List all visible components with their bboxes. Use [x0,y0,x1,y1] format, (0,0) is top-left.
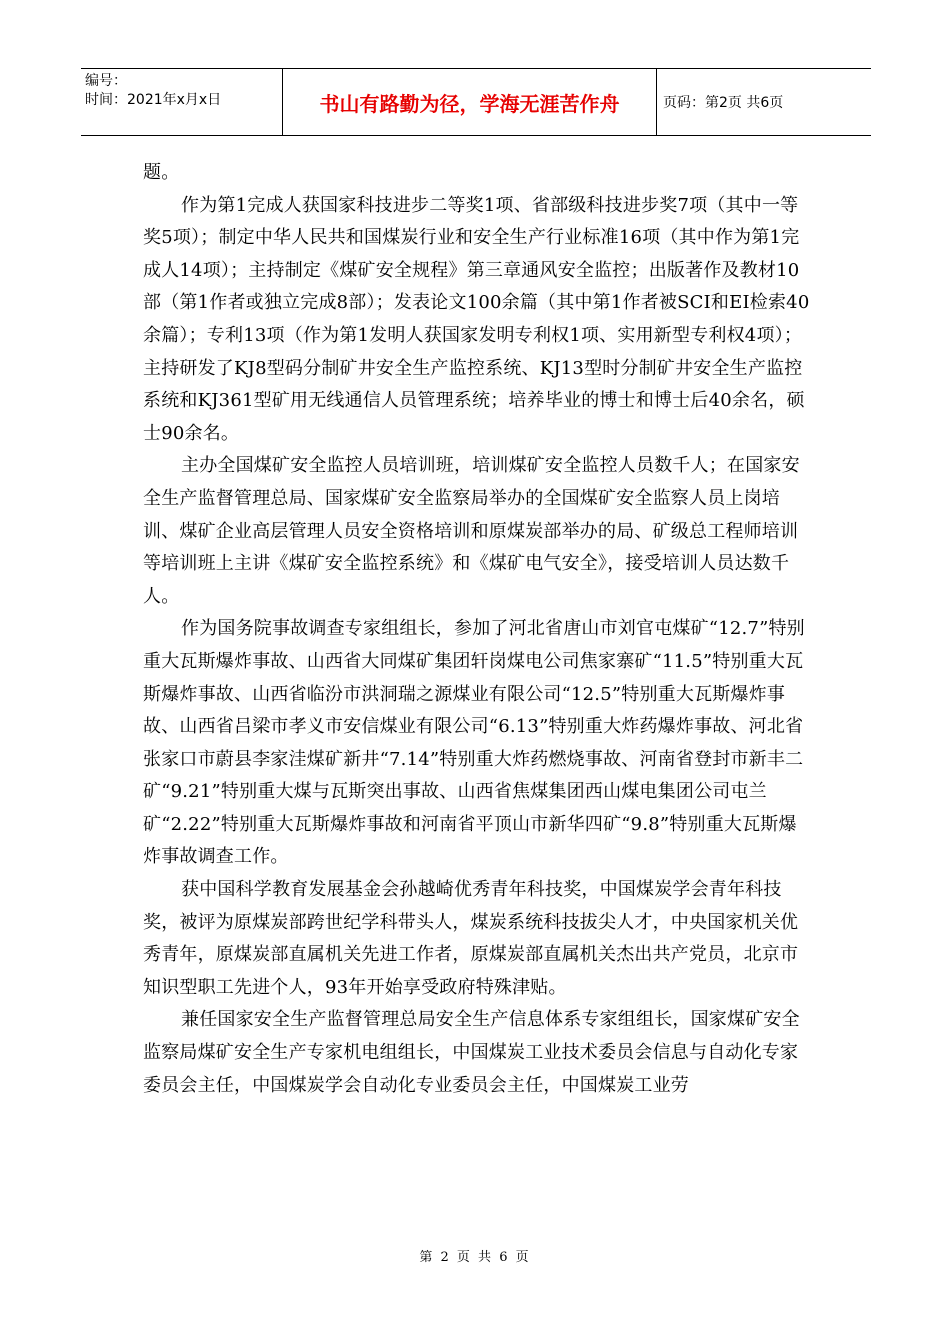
document-time-label: 时间：2021年x月x日 [85,92,222,108]
paragraph-training: 主办全国煤矿安全监控人员培训班，培训煤矿安全监控人员数千人；在国家安全生产监督管理总局、国家煤矿安全监察局举办的全国煤矿安全监察人员上岗培训、煤矿企业高层管理人员安全资格培训和原煤炭部举办的局、矿级总工程师培训等培训班上主讲《煤矿安全监控系统》和《煤矿电气安全》，接受培训人员达数千人。 [143,455,800,607]
paragraph-accident-investigation: 作为国务院事故调查专家组组长，参加了河北省唐山市刘官屯煤矿“12.7”特别重大瓦斯爆炸事故、山西省大同煤矿集团轩岗煤电公司焦家寨矿“11.5”特别重大瓦斯爆炸事故、山西省临汾市洪洞瑞之源煤业有限公司“12.5”特别重大瓦斯爆炸事故、山西省吕梁市孝义市安信煤业有限公司“6.13”特别重大炸药爆炸事故、河北省张家口市蔚县李家洼煤矿新井“7.14”特别重大炸药燃烧事故、河南省登封市新丰二矿“9.21”特别重大煤与瓦斯突出事故、山西省焦煤集团西山煤电集团公司屯兰矿“2.22”特别重大瓦斯爆炸事故和河南省平顶山市新华四矿“9.8”特别重大瓦斯爆炸事故调查工作。 [143,618,805,868]
paragraph-awards: 获中国科学教育发展基金会孙越崎优秀青年科技奖，中国煤炭学会青年科技奖，被评为原煤炭部跨世纪学科带头人，煤炭系统科技拔尖人才，中央国家机关优秀青年，原煤炭部直属机关先进工作者，原煤炭部直属机关杰出共产党员，北京市知识型职工先进个人，93年开始享受政府特殊津贴。 [143,879,799,998]
header-motto: 书山有路勤为径，学海无涯苦作舟 [283,69,657,135]
paragraph-positions: 兼任国家安全生产监督管理总局安全生产信息体系专家组组长，国家煤矿安全监察局煤矿安全生产专家机电组组长，中国煤炭工业技术委员会信息与自动化专家委员会主任，中国煤炭学会自动化专业委员会主任，中国煤炭工业劳 [143,1009,800,1096]
document-number-label: 编号： [85,73,127,89]
page-footer: 第 2 页 共 6 页 [419,1250,531,1265]
header-meta-cell [81,69,283,135]
document-body [143,157,811,1102]
paragraph-continuation: 题。 [143,162,180,183]
page-header [81,68,871,136]
paragraph-achievements: 作为第1完成人获国家科技进步二等奖1项、省部级科技进步奖7项（其中一等奖5项）；制定中华人民共和国煤炭行业和安全生产行业标准16项（其中作为第1完成人14项）；主持制定《煤矿安全规程》第三章通风安全监控；出版著作及教材10部（第1作者或独立完成8部）；发表论文100余篇（其中第1作者被SCI和EI检索40余篇）；专利13项（作为第1发明人获国家发明专利权1项、实用新型专利权4项）；主持研发了KJ8型码分制矿井安全生产监控系统、KJ13型时分制矿井安全生产监控系统和KJ361型矿用无线通信人员管理系统；培养毕业的博士和博士后40余名，硕士90余名。 [143,194,810,444]
header-page-code: 页码：第2页 共6页 [663,95,784,111]
